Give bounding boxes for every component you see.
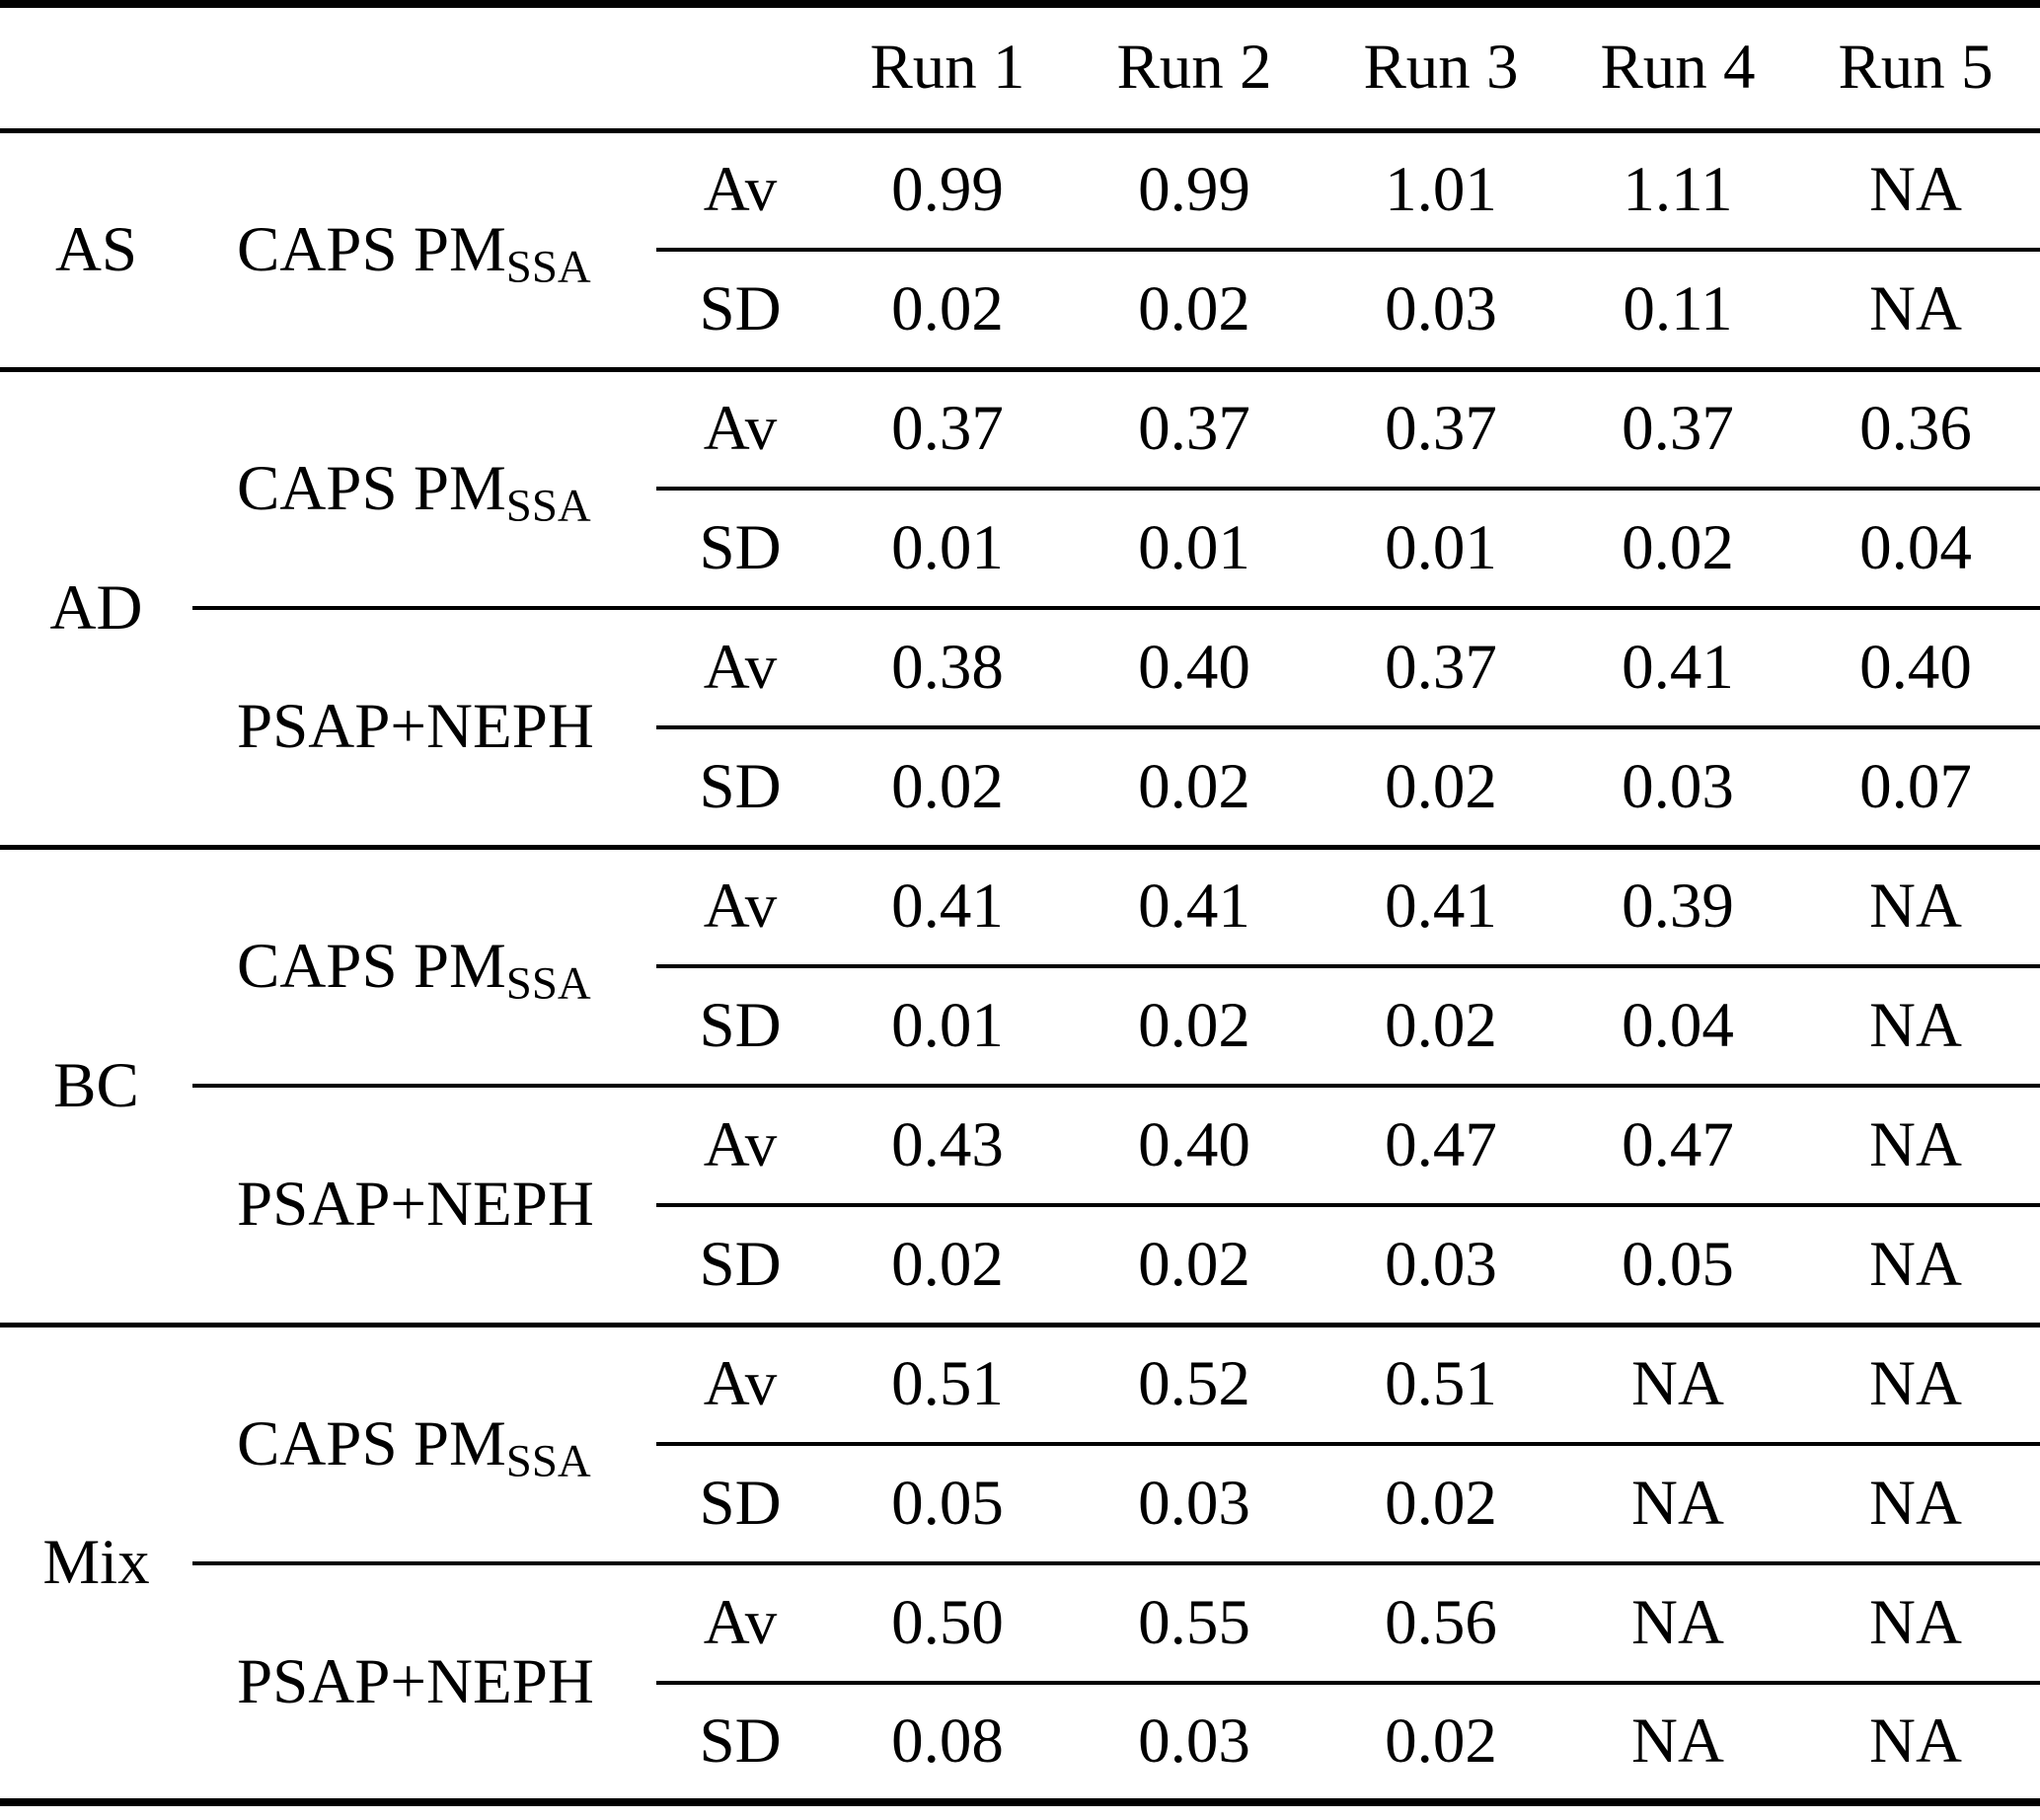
stat-label: Av (656, 847, 824, 966)
value-cell: 0.01 (1071, 489, 1318, 608)
value-cell: 0.99 (891, 154, 1004, 226)
instrument-name: CAPS PM (237, 1407, 506, 1479)
value-cell: 0.04 (1791, 489, 2040, 608)
value-cell: NA (1791, 1563, 2040, 1683)
value-cell: NA (1564, 1563, 1791, 1683)
instrument-subscript: SSA (505, 480, 591, 532)
group-label: AS (54, 213, 138, 285)
value-cell: 0.02 (824, 727, 1071, 847)
value-cell: 0.02 (1071, 727, 1318, 847)
value-cell: 0.41 (1318, 847, 1564, 966)
run-header: Run 1 (824, 4, 1071, 130)
value-cell: 0.03 (1071, 1683, 1318, 1802)
corner-cell (0, 4, 824, 130)
value-cell: 0.03 (1318, 1205, 1564, 1325)
value-cell: 0.37 (1318, 369, 1564, 489)
group-label: BC (0, 847, 192, 1325)
value-cell: 0.02 (1564, 489, 1791, 608)
run-header: Run 2 (1071, 4, 1318, 130)
value-cell: 0.05 (824, 1444, 1071, 1563)
instrument-label (192, 369, 656, 608)
value-cell: NA (1791, 847, 2040, 966)
value-cell: NA (1564, 1444, 1791, 1563)
value-cell: 0.08 (824, 1683, 1071, 1802)
stat-label: SD (656, 250, 824, 369)
table-row (0, 1325, 2040, 1444)
table-row (0, 369, 2040, 489)
instrument-subscript: SSA (505, 241, 591, 293)
instrument-subscript: SSA (505, 957, 591, 1010)
value-cell: NA (1791, 1205, 2040, 1325)
value-cell: 0.37 (824, 369, 1071, 489)
instrument-name: PSAP+NEPH (237, 1645, 594, 1717)
value-cell: NA (1791, 1683, 2040, 1802)
instrument-name: CAPS PM (237, 213, 506, 285)
value-cell: NA (1791, 250, 2040, 369)
instrument-label (192, 1086, 656, 1325)
value-cell: 0.11 (1564, 250, 1791, 369)
table-row (0, 847, 2040, 966)
instrument-name: PSAP+NEPH (237, 691, 594, 763)
stat-label: Av (656, 1086, 824, 1205)
stat-label: Av (656, 608, 824, 727)
header-row (0, 4, 2040, 130)
value-cell: 0.41 (824, 847, 1071, 966)
stat-label: SD (656, 1205, 824, 1325)
value-cell: 0.02 (824, 1205, 1071, 1325)
value-cell: NA (1564, 1325, 1791, 1444)
value-cell: 0.39 (1564, 847, 1791, 966)
value-cell: 0.56 (1318, 1563, 1564, 1683)
instrument-label (192, 130, 656, 369)
stat-label: SD (656, 1444, 824, 1563)
value-cell: 0.36 (1791, 369, 2040, 489)
stat-label: Av (656, 369, 824, 489)
value-cell: 0.51 (1318, 1325, 1564, 1444)
stat-label: SD (656, 1683, 824, 1802)
value-cell: 0.50 (824, 1563, 1071, 1683)
table-row (0, 608, 2040, 727)
run-header: Run 4 (1564, 4, 1791, 130)
stat-label: Av (656, 1563, 824, 1683)
value-cell: 0.40 (1071, 1086, 1318, 1205)
value-cell: 0.47 (1318, 1086, 1564, 1205)
instrument-label (192, 1563, 656, 1802)
stat-label: SD (656, 966, 824, 1086)
value-cell: 0.03 (1318, 250, 1564, 369)
value-cell: NA (1791, 1325, 2040, 1444)
stat-label: Av (656, 1325, 824, 1444)
stat-label: SD (656, 489, 824, 608)
value-cell: 0.03 (1071, 1444, 1318, 1563)
instrument-name: CAPS PM (237, 452, 506, 524)
value-cell: 0.01 (824, 489, 1071, 608)
value-cell: 0.47 (1564, 1086, 1791, 1205)
value-cell: 1.01 (1385, 154, 1497, 226)
table-row (0, 1563, 2040, 1683)
stat-label: Av (703, 154, 778, 226)
value-cell: 0.37 (1318, 608, 1564, 727)
table-row (0, 1086, 2040, 1205)
value-cell: 0.07 (1791, 727, 2040, 847)
value-cell: NA (1791, 1444, 2040, 1563)
value-cell: 0.40 (1071, 608, 1318, 727)
value-cell: 0.03 (1564, 727, 1791, 847)
run-header: Run 3 (1318, 4, 1564, 130)
instrument-label (192, 847, 656, 1086)
value-cell: 0.02 (1071, 966, 1318, 1086)
group-label: Mix (0, 1325, 192, 1802)
value-cell: 0.51 (824, 1325, 1071, 1444)
value-cell: 0.55 (1071, 1563, 1318, 1683)
value-cell: 0.02 (1318, 966, 1564, 1086)
value-cell: 0.02 (1318, 727, 1564, 847)
value-cell: NA (1791, 1086, 2040, 1205)
instrument-label (192, 1325, 656, 1563)
value-cell: 0.41 (1071, 847, 1318, 966)
value-cell: 0.99 (1138, 154, 1250, 226)
value-cell: 0.01 (1318, 489, 1564, 608)
instrument-name: PSAP+NEPH (237, 1169, 594, 1241)
value-cell: 0.02 (1071, 250, 1318, 369)
value-cell: 0.02 (1071, 1205, 1318, 1325)
value-cell: 0.38 (824, 608, 1071, 727)
instrument-label (192, 608, 656, 847)
value-cell: 0.52 (1071, 1325, 1318, 1444)
value-cell: NA (1791, 966, 2040, 1086)
value-cell: 0.37 (1071, 369, 1318, 489)
value-cell: 0.41 (1564, 608, 1791, 727)
table-row (0, 130, 2040, 250)
group-label: AD (0, 369, 192, 847)
value-cell: 0.04 (1564, 966, 1791, 1086)
value-cell: 0.05 (1564, 1205, 1791, 1325)
value-cell: 0.43 (824, 1086, 1071, 1205)
value-cell: NA (1564, 1683, 1791, 1802)
value-cell: 0.02 (1318, 1683, 1564, 1802)
value-cell: 0.40 (1791, 608, 2040, 727)
value-cell: 1.11 (1623, 154, 1733, 226)
value-cell: 0.37 (1564, 369, 1791, 489)
value-cell: 0.02 (1318, 1444, 1564, 1563)
value-cell: 0.02 (824, 250, 1071, 369)
stat-label: SD (656, 727, 824, 847)
value-cell: NA (1869, 154, 1962, 226)
instrument-name: CAPS PM (237, 930, 506, 1002)
run-header: Run 5 (1791, 4, 2040, 130)
value-cell: 0.01 (824, 966, 1071, 1086)
instrument-subscript: SSA (505, 1435, 591, 1487)
